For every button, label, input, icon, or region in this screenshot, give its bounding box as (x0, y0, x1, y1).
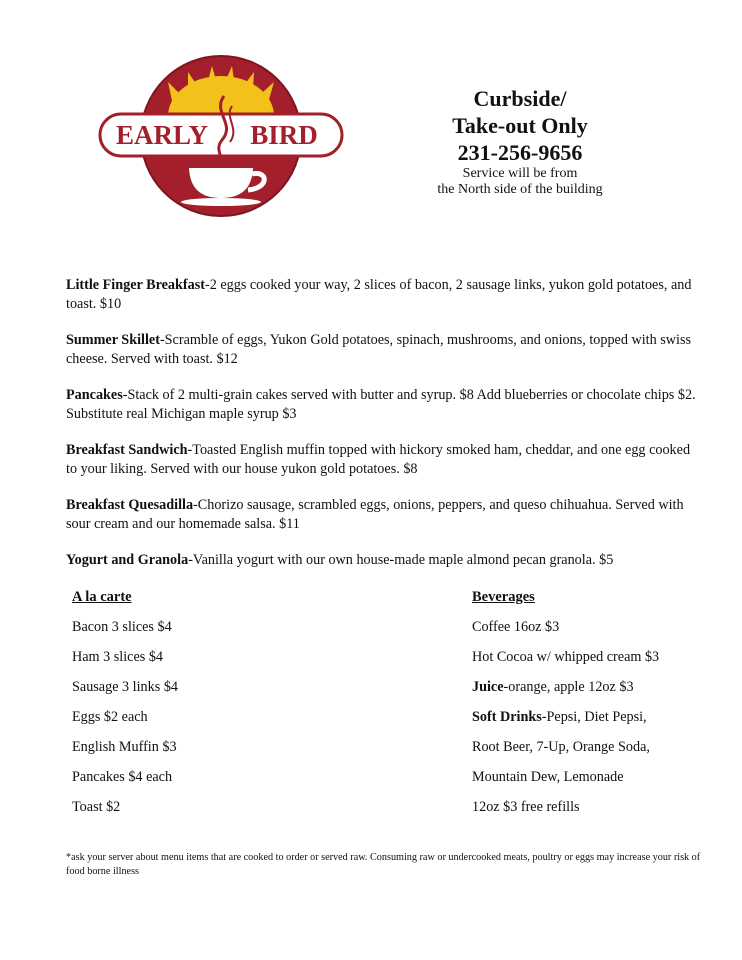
a-la-carte-section (72, 587, 342, 827)
takeout-heading: Take-out Only (452, 113, 588, 138)
beverage-text: -orange, apple 12oz $3 (503, 679, 634, 695)
beverage-text: -Pepsi, Diet Pepsi, (541, 709, 647, 725)
beverage-item (472, 737, 742, 767)
a-la-carte-item: Bacon 3 slices $4 (72, 619, 172, 635)
beverage-text: Mountain Dew, Lemonade (472, 769, 624, 785)
early-bird-logo (96, 52, 346, 220)
phone-number: 231-256-9656 (457, 140, 583, 165)
a-la-carte-item: English Muffin $3 (72, 739, 177, 755)
beverage-item (472, 767, 742, 797)
menu-item-name: Little Finger Breakfast (66, 277, 205, 293)
a-la-carte-item: Pancakes $4 each (72, 769, 173, 785)
menu-item-desc: -Scramble of eggs, Yukon Gold potatoes, spinach, mushrooms, and onions, topped with swiss cheese. Served with toast. $12 (66, 332, 691, 367)
menu-item-desc: -Chorizo sausage, scrambled eggs, onions, peppers, and queso chihuahua. Served with sour cream and our homemade salsa. $11 (66, 497, 684, 532)
menu-item-desc: -Toasted English muffin topped with hickory smoked ham, cheddar, and one egg cooked to your liking. Served with our house yukon gold potatoes. $8 (66, 442, 691, 477)
service-note-line2: the North side of the building (437, 182, 603, 197)
beverage-bold: Juice (472, 679, 504, 695)
menu-item-name: Breakfast Quesadilla (66, 497, 194, 513)
beverage-item (472, 617, 742, 647)
menu-item-name: Pancakes (66, 387, 123, 403)
header-info (420, 85, 620, 198)
menu-item-desc: -2 eggs cooked your way, 2 slices of bacon, 2 sausage links, yukon gold potatoes, and toast. $10 (66, 277, 692, 312)
beverage-item (472, 797, 742, 827)
menu-item (66, 551, 696, 570)
service-note-line1: Service will be from (462, 166, 578, 181)
menu-item-name: Summer Skillet (66, 332, 160, 348)
beverage-item (472, 677, 742, 707)
menu-item-desc: -Stack of 2 multi-grain cakes served with butter and syrup. $8 Add blueberries or chocolate chips $2. Substitute real Michigan maple syrup $3 (66, 387, 696, 422)
raw-food-disclaimer: *ask your server about menu items that are cooked to order or served raw. Consuming raw or undercooked meats, poultry or eggs may increase your risk of food borne illness (66, 852, 701, 877)
menu-item (66, 441, 696, 479)
logo-text-early: EARLY (115, 120, 209, 150)
curbside-heading: Curbside/ (473, 86, 567, 111)
a-la-carte-item: Ham 3 slices $4 (72, 649, 164, 665)
beverage-text: Hot Cocoa w/ whipped cream $3 (472, 649, 660, 665)
a-la-carte-item: Eggs $2 each (72, 709, 148, 725)
menu-item (66, 496, 696, 534)
logo-text-bird: BIRD (250, 120, 318, 150)
a-la-carte-heading: A la carte (72, 589, 132, 605)
beverages-heading: Beverages (472, 589, 535, 605)
beverage-item (472, 707, 742, 737)
menu-items (66, 276, 696, 587)
menu-item-name: Yogurt and Granola (66, 552, 189, 568)
beverage-item (472, 647, 742, 677)
menu-item-desc: -Vanilla yogurt with our own house-made maple almond pecan granola. $5 (188, 552, 614, 568)
menu-item-name: Breakfast Sandwich (66, 442, 188, 458)
menu-item (66, 331, 696, 369)
beverage-text: Root Beer, 7-Up, Orange Soda, (472, 739, 650, 755)
menu-item (66, 276, 696, 314)
beverage-bold: Soft Drinks (472, 709, 542, 725)
beverage-text: Coffee 16oz $3 (472, 619, 560, 635)
beverages-section (472, 587, 742, 827)
beverage-text: 12oz $3 free refills (472, 799, 580, 815)
a-la-carte-item: Sausage 3 links $4 (72, 679, 179, 695)
a-la-carte-item: Toast $2 (72, 799, 121, 815)
menu-item (66, 386, 696, 424)
